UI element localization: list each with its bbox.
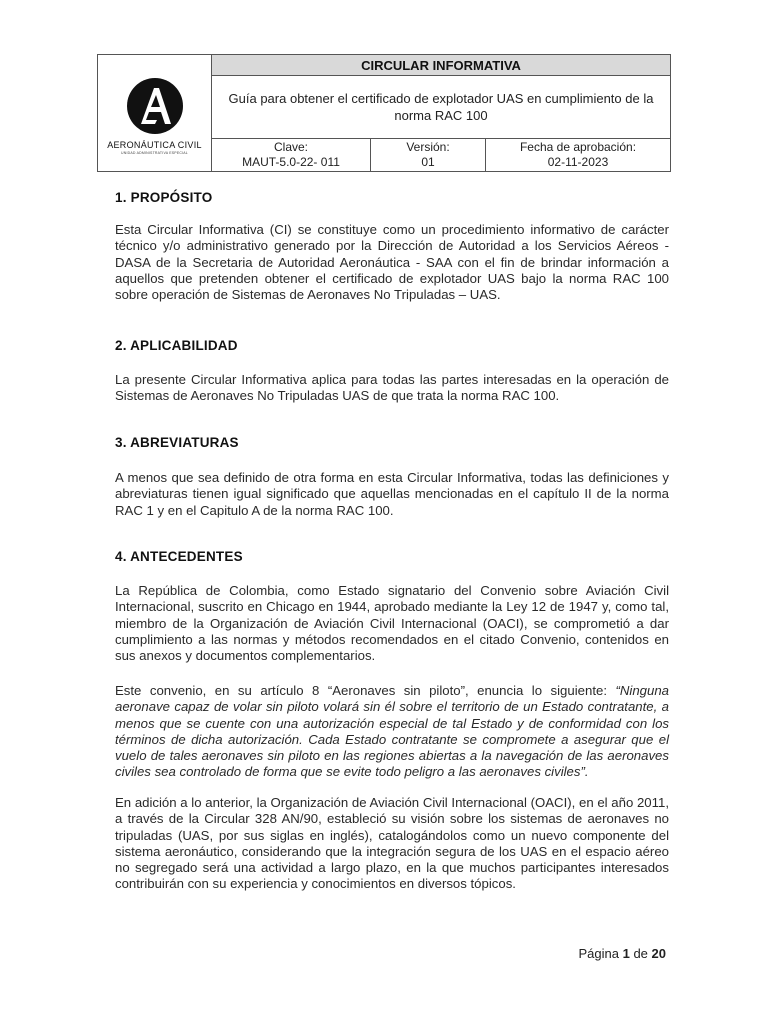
- section-text-aplicabilidad: La presente Circular Informativa aplica para todas las partes interesadas en la operación de Sistemas de Aeronaves No Tripuladas UAS de que trata la norma RAC 100.: [115, 372, 669, 404]
- page-of-label: de: [633, 946, 648, 961]
- article-8-quote: “Ninguna aeronave capaz de volar sin piloto volará sin él sobre el territorio de un Estado contratante, a menos que se cuente con una autorización especial de tal Estado y de conformidad con los términos de dicha autorización. Cada Estado contratante se compromete a asegurar que el vuelo de tales aeronaves sin piloto en las regiones abiertas a la navegación de las aeronaves civiles sea controlado de forma que se evite todo peligro a las aeronaves civiles”.: [115, 683, 669, 780]
- document-subtitle: Guía para obtener el certificado de explotador UAS en cumplimiento de la norma RAC 100: [212, 76, 670, 139]
- section-text-proposito: Esta Circular Informativa (CI) se constituye como un procedimiento informativo de carácter técnico y/o administrativo generado por la Dirección de Autoridad a los Servicios Aéreos - DASA de la Secretaria de Autoridad Aeronáutica - SAA con el fin de brindar información a aquellos que pretenden obtener el certificado de explotador UAS bajo la norma RAC 100 sobre operación de Sistemas de Aeronaves No Tripuladas – UAS.: [115, 222, 669, 303]
- version-label: Versión:: [406, 140, 450, 154]
- document-header: [97, 54, 671, 172]
- section-heading-proposito: 1. PROPÓSITO: [115, 190, 213, 205]
- version-cell: [371, 139, 486, 171]
- quote-intro: Este convenio, en su artículo 8 “Aeronaves sin piloto”, enuncia lo siguiente:: [115, 683, 616, 698]
- section-text-abreviaturas: A menos que sea definido de otra forma en esta Circular Informativa, todas las definiciones y abreviaturas tienen igual significado que aquellas mencionadas en el capítulo II de la norma RAC 1 y en el Capitulo A de la norma RAC 100.: [115, 470, 669, 518]
- section-text-antecedentes-1: La República de Colombia, como Estado signatario del Convenio sobre Aviación Civil Internacional, suscrito en Chicago en 1944, aprobado mediante la Ley 12 de 1947 y, como tal, miembro de la Organización de Aviación Civil Internacional (OACI), se comprometió a dar cumplimiento a las normas y métodos recomendados en el citado Convenio, contenidos en sus anexos y documentos complementarios.: [115, 583, 669, 664]
- page-footer: [578, 946, 666, 961]
- version-value: 01: [421, 155, 435, 169]
- logo-text: AERONÁUTICA CIVIL: [107, 139, 202, 150]
- metadata-row: [212, 139, 670, 171]
- logo-subtext: UNIDAD ADMINISTRATIVA ESPECIAL: [121, 150, 188, 155]
- clave-value: MAUT-5.0-22- 011: [242, 155, 340, 169]
- section-heading-aplicabilidad: 2. APLICABILIDAD: [115, 338, 238, 353]
- section-heading-abreviaturas: 3. ABREVIATURAS: [115, 435, 239, 450]
- clave-label: Clave:: [273, 140, 308, 154]
- section-text-antecedentes-3: En adición a lo anterior, la Organización de Aviación Civil Internacional (OACI), en el año 2011, a través de la Circular 328 AN/90, estableció su visión sobre los sistemas de aeronaves no tripuladas (UAS, por sus siglas en inglés), catalogándolos como un nuevo componente del sistema aeronáutico, considerando que la integración segura de los UAS en el espacio aéreo no segregado será una actividad a largo plazo, en la que muchos participantes interesados contribuirán con su experiencia y conocimientos en diversos tópicos.: [115, 795, 669, 892]
- section-heading-antecedentes: 4. ANTECEDENTES: [115, 549, 243, 564]
- header-info: [212, 55, 670, 171]
- fecha-label: Fecha de aprobación:: [519, 140, 637, 154]
- logo-block: [98, 55, 212, 171]
- document-title: CIRCULAR INFORMATIVA: [212, 55, 670, 76]
- page-number: 1: [622, 946, 630, 961]
- clave-cell: [212, 139, 371, 171]
- page-total: 20: [651, 946, 666, 961]
- fecha-value: 02-11-2023: [547, 155, 609, 169]
- aerocivil-logo-icon: [127, 78, 183, 134]
- fecha-cell: [486, 139, 670, 171]
- section-text-antecedentes-2: [115, 683, 669, 781]
- page-label: Página: [578, 946, 619, 961]
